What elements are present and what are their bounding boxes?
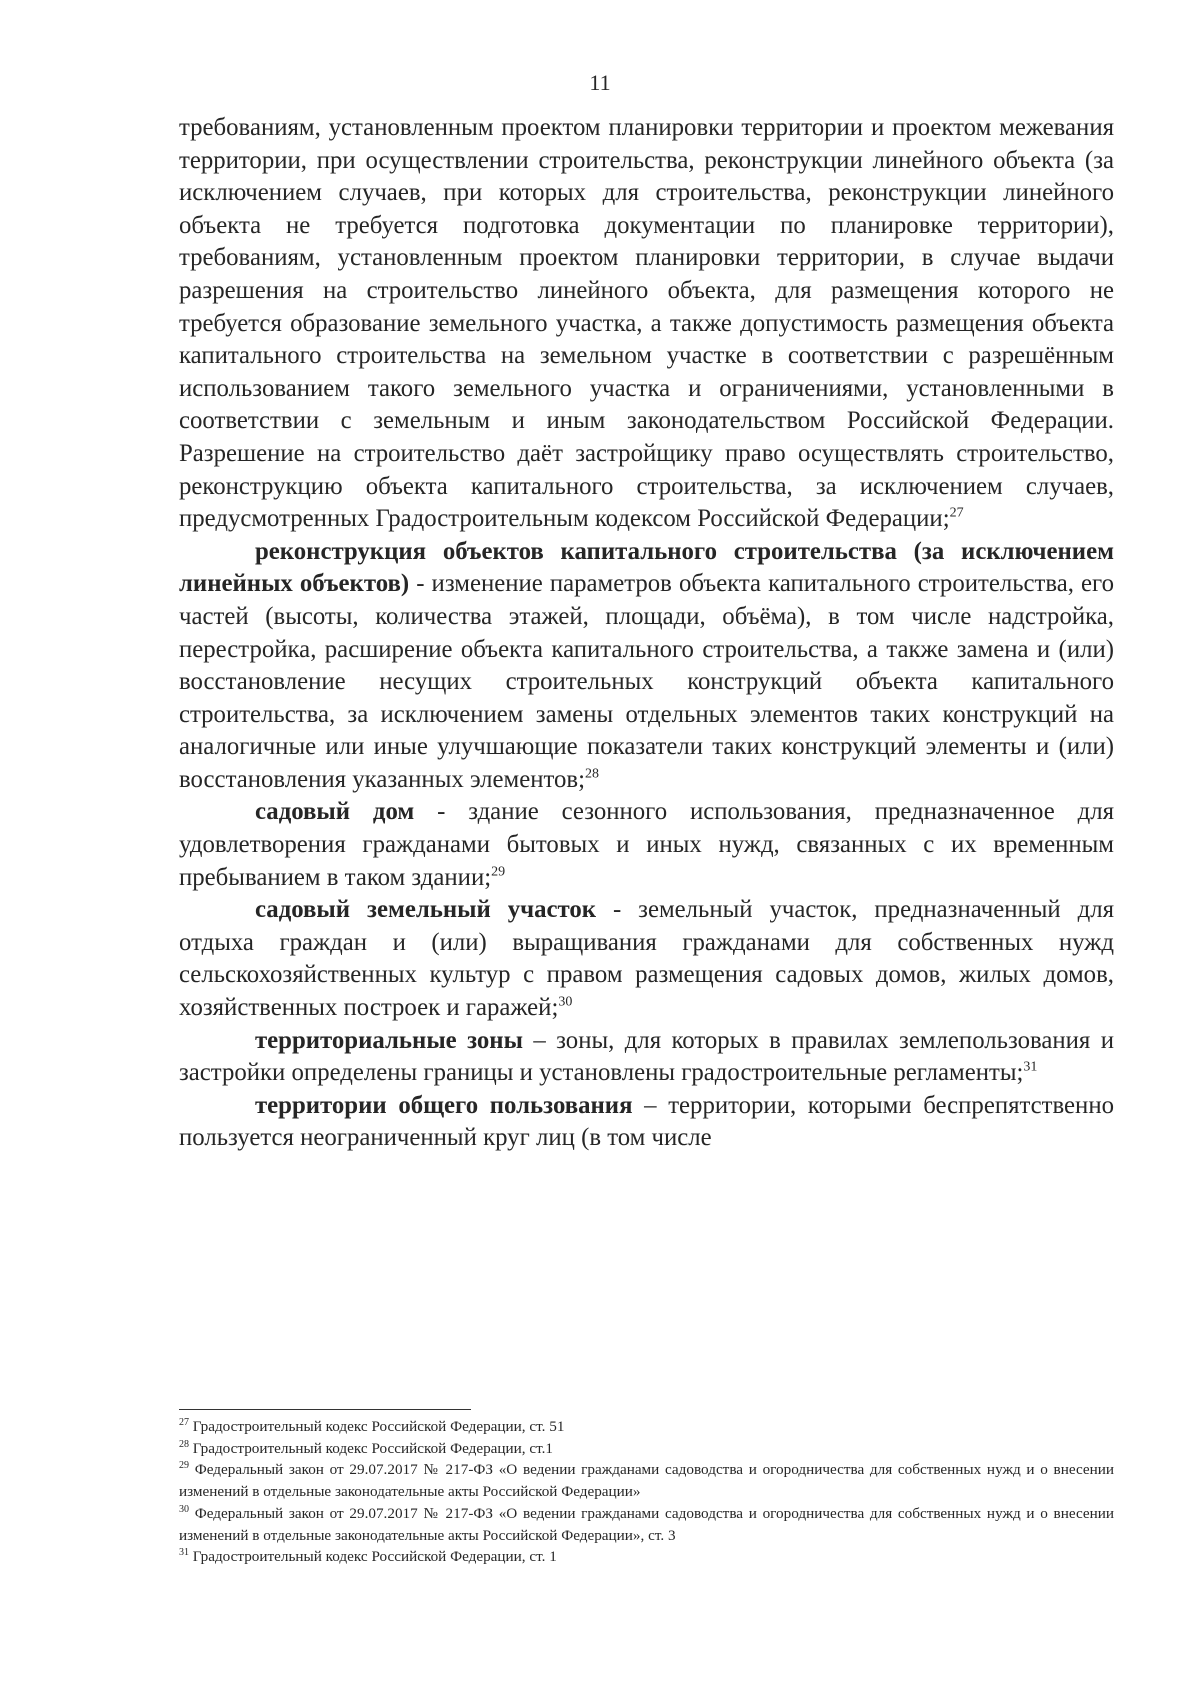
definition-text: - земельный участок, предназначенный для отдыха граждан и (или) выращивания гражданами для собственных нужд сельскохозяйственных культур с правом размещения садовых домов, жилых домов, хозяйственных построек и гаражей; [179, 896, 1114, 1022]
footnotes [179, 1416, 1114, 1568]
footnote-number: 27 [179, 1416, 189, 1428]
definition-public-territories [179, 1090, 1114, 1155]
footnote-ref: 30 [558, 994, 573, 1010]
footnote-number: 29 [179, 1460, 189, 1472]
footnote [179, 1438, 1114, 1460]
footnote-number: 30 [179, 1503, 189, 1515]
definition-text: - изменение параметров объекта капитального строительства, его частей (высоты, количества этажей, площади, объёма), в том числе надстройка, перестройка, расширение объекта капитального строительства, а также замена и (или) восстановление несущих строительных конструкций объекта капитального строительства, за исключением замены отдельных элементов таких конструкций на аналогичные или иные улучшающие показатели таких конструкций элементы и (или) восстановления указанных элементов; [179, 570, 1114, 793]
footnote-text: Градостроительный кодекс Российской Федерации, ст. 51 [192, 1418, 565, 1435]
footnote-ref: 31 [1023, 1059, 1038, 1075]
footnote-number: 28 [179, 1438, 189, 1450]
footnote-text: Градостроительный кодекс Российской Федерации, ст. 1 [192, 1548, 557, 1566]
footnote-text: Градостроительный кодекс Российской Федерации, ст.1 [192, 1439, 554, 1457]
definition-term: территориальные зоны [255, 1026, 523, 1054]
footnote-number: 31 [179, 1547, 189, 1559]
body-text [179, 112, 1114, 1155]
definition-term: территории общего пользования [255, 1091, 633, 1119]
footnote [179, 1416, 1114, 1438]
definition-term: реконструкция объектов капитального строительства (за исключением линейных объектов) [179, 537, 1114, 598]
footnote-ref: 28 [585, 766, 600, 782]
footnote-divider [179, 1409, 471, 1410]
footnote-ref: 27 [949, 505, 964, 521]
paragraph-continuation [179, 112, 1114, 536]
definition-text: – территории, которыми беспрепятственно пользуется неограниченный круг лиц (в том числе [179, 1091, 1114, 1152]
definition-territorial-zones [179, 1025, 1114, 1090]
definition-text: - здание сезонного использования, предназначенное для удовлетворения гражданами бытовых и иных нужд, связанных с их временным пребыванием в таком здании; [179, 798, 1114, 891]
definition-garden-house [179, 796, 1114, 894]
footnote-text: Федеральный закон от 29.07.2017 № 217-ФЗ «О ведении гражданами садоводства и огородничества для собственных нужд и о внесении изменений в отдельные законодательные акты Российской Федерации» [179, 1461, 1114, 1501]
footnote [179, 1459, 1114, 1502]
footnote-ref: 29 [491, 864, 506, 880]
definition-term: садовый дом [255, 798, 415, 826]
footnote [179, 1503, 1114, 1546]
footnote-text: Федеральный закон от 29.07.2017 № 217-ФЗ «О ведении гражданами садоводства и огородничества для собственных нужд и о внесении изменений в отдельные законодательные акты Российской Федерации», ст. 3 [179, 1504, 1114, 1544]
definition-reconstruction [179, 536, 1114, 797]
footnote [179, 1546, 1114, 1568]
paragraph-text: требованиям, установленным проектом планировки территории и проектом межевания территории, при осуществлении строительства, реконструкции линейного объекта (за исключением случаев, при которых для строительства, реконструкции линейного объекта не требуется подготовка документации по планировке территории), требованиям, установленным проектом планировки территории, в случае выдачи разрешения на строительство линейного объекта, для размещения которого не требуется образование земельного участка, а также допустимость размещения объекта капитального строительства на земельном участке в соответствии с разрешённым использованием такого земельного участка и ограничениями, установленными в соответствии с земельным и иным законодательством Российской Федерации. Разрешение на строительство даёт застройщику право осуществлять строительство, реконструкцию объекта капитального строительства, за исключением случаев, предусмотренных Градостроительным кодексом Российской Федерации; [179, 114, 1114, 533]
page-number: 11 [589, 70, 611, 95]
definition-term: садовый земельный участок [255, 896, 597, 924]
definition-text: – зоны, для которых в правилах землепользования и застройки определены границы и установлены градостроительные регламенты; [179, 1026, 1115, 1087]
definition-garden-plot [179, 894, 1114, 1024]
